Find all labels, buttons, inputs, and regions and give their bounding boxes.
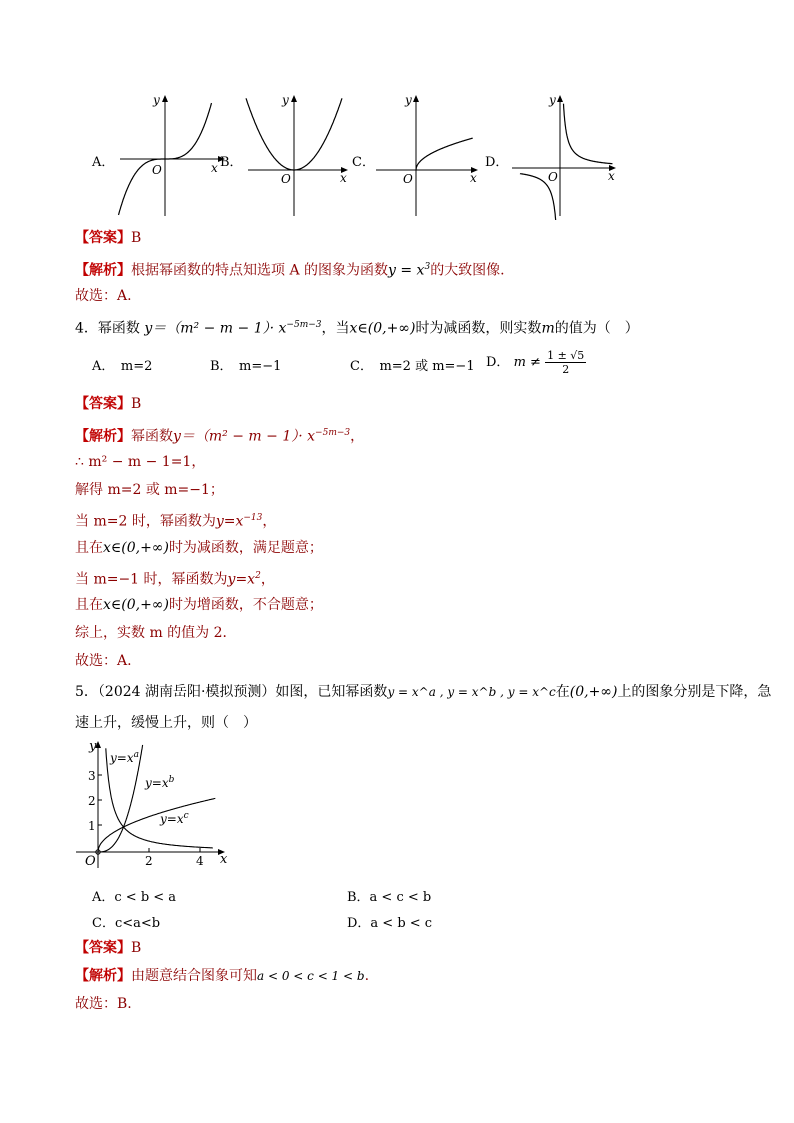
q4-l1-func: y＝（m² − m − 1）· x: [173, 428, 316, 445]
q4-option-d-var: m ≠: [513, 355, 541, 370]
q4-option-c: C． m=2 或 m=−1: [350, 359, 475, 374]
q4-stem-mid: ，当: [321, 320, 350, 337]
q3-analysis-text: 根据幂函数的特点知选项 A 的图象为函数: [131, 262, 389, 279]
q4-option-b: B． m=−1: [210, 359, 282, 374]
q3-graph-d: [508, 92, 623, 220]
q4-l1-pre: 幂函数: [131, 428, 173, 445]
q4-l4-exp: −13: [243, 513, 263, 523]
q5-origin: O: [85, 854, 96, 869]
q3-analysis-func: y = x: [388, 262, 425, 279]
q4-l1-end: ，: [350, 428, 365, 445]
q4-l1-exp: −5m−3: [315, 428, 351, 438]
q5-option-d: D．a < b < c: [347, 916, 433, 931]
q4-stem-num: 4．幂函数: [75, 320, 140, 337]
q4-analysis-tag: 【解析】: [75, 428, 131, 445]
q5-stem-end: 上的图象分别是下降，急: [617, 684, 772, 700]
q3-graph-a: [115, 92, 230, 220]
q5-option-c: C．c<a<b: [92, 916, 161, 931]
q4-answer-tag: 【答案】: [75, 396, 131, 412]
q3-option-a-label: A．: [92, 155, 115, 170]
q4-stem-func: y＝（m² − m − 1）· x: [144, 320, 287, 337]
q3c-origin: O: [403, 172, 413, 186]
q3-option-b-label: B．: [220, 155, 243, 170]
q5-option-b: B．a < c < b: [347, 890, 432, 905]
q3-analysis-end: 的大致图像.: [430, 262, 505, 279]
q3-option-d-label: D．: [485, 155, 509, 170]
q3d-x-label: x: [608, 169, 615, 183]
q3-answer-tag: 【答案】: [75, 230, 131, 246]
q4-analysis-line-3: 解得 m=2 或 m=−1；: [75, 482, 224, 498]
q5-analysis-math: a < 0 < c < 1 < b: [257, 969, 365, 983]
q3-analysis-tag: 【解析】: [75, 262, 131, 279]
q4-analysis-line-5: [75, 539, 323, 557]
q3a-y-label: y: [153, 93, 160, 107]
q5-graph: [72, 736, 237, 874]
q3-analysis-exp: 3: [424, 262, 431, 272]
q3d-origin: O: [548, 170, 558, 184]
q5-option-a: A．c < b < a: [92, 890, 177, 905]
q4-l5-end: 时为减函数，满足题意；: [168, 540, 323, 556]
q4-stem-end: 时为减函数，则实数: [415, 320, 542, 337]
q4-option-d-numerator: 1 ± √5: [547, 349, 585, 362]
q4-option-d-fraction: [545, 349, 586, 376]
q3b-y-label: y: [282, 93, 289, 107]
q4-analysis-line-1: [75, 424, 364, 446]
q3a-origin: O: [152, 163, 162, 177]
q4-l5-cond: x∈(0,+∞): [103, 540, 169, 556]
q3-analysis: [75, 258, 505, 280]
q5-x-label: x: [220, 852, 228, 867]
q3-answer-value: B: [131, 230, 142, 246]
q4-option-d: [486, 349, 586, 376]
q3b-origin: O: [281, 172, 291, 186]
q5-x-tick-4: 4: [196, 854, 204, 868]
q5-y-tick-1: 1: [88, 819, 96, 833]
q4-option-d-label: D．: [486, 355, 510, 370]
q4-l6-exp: 2: [255, 571, 261, 581]
q4-l5-pre: 且在: [75, 540, 103, 556]
q5-curve-a-label: $y=x^a$: [110, 750, 139, 765]
q4-option-a: A． m=2: [92, 359, 153, 374]
q5-stem-mid: 在: [555, 684, 570, 700]
q4-analysis-line-7: [75, 596, 323, 614]
q4-stem: [75, 316, 639, 338]
q3-graph-c: [372, 92, 484, 220]
q5-analysis-tag: 【解析】: [75, 968, 131, 984]
q4-stem-tail: 的值为（ ）: [554, 320, 639, 337]
q4-analysis-line-6: [75, 567, 275, 589]
q3-choose: 故选：A.: [75, 288, 132, 304]
q3c-x-label: x: [470, 171, 477, 185]
q5-analysis: [75, 967, 369, 985]
q5-choose: 故选：B.: [75, 996, 132, 1012]
q5-answer-tag: 【答案】: [75, 940, 131, 956]
q5-analysis-end: .: [364, 968, 370, 984]
q5-stem-line-2: 速上升，缓慢上升，则（ ）: [75, 715, 257, 731]
q5-stem-pre: 5．（2024 湖南岳阳·模拟预测）如图，已知幂函数: [75, 684, 388, 700]
q4-option-d-denominator: 2: [562, 363, 570, 376]
q5-answer-value: B: [131, 940, 142, 956]
q5-y-label: y: [89, 739, 97, 754]
q5-y-tick-2: 2: [88, 794, 96, 808]
q5-stem-interval: (0,+∞): [569, 684, 618, 700]
q4-analysis-line-4: [75, 509, 276, 531]
q5-curve-b-label: $y=x^b$: [145, 775, 175, 790]
q4-analysis-line-2: ∴ m² − m − 1=1，: [75, 454, 206, 470]
q5-curve-c-label: $y=x^c$: [160, 811, 189, 826]
q4-stem-cond: x∈(0,+∞): [349, 320, 416, 337]
q4-l6-func: y=x: [227, 571, 256, 588]
q5-answer: [75, 939, 141, 957]
q5-y-tick-3: 3: [88, 769, 96, 783]
q3d-y-label: y: [549, 93, 556, 107]
q4-l7-end: 时为增函数，不合题意；: [168, 597, 323, 613]
q4-answer-value: B: [131, 396, 142, 412]
q3a-x-label: x: [211, 161, 218, 175]
q4-l6-end: ，: [260, 571, 275, 588]
q3-graph-b: [244, 92, 354, 220]
q3c-y-label: y: [405, 93, 412, 107]
q4-l7-pre: 且在: [75, 597, 103, 613]
q4-l7-cond: x∈(0,+∞): [103, 597, 169, 613]
q4-l4-func: y=x: [215, 513, 244, 530]
q4-stem-exp: −5m−3: [286, 320, 322, 330]
q5-stem-line-1: [75, 683, 771, 701]
q5-stem-funcs: y = x^a , y = x^b , y = x^c: [387, 685, 556, 699]
q4-choose: 故选：A.: [75, 653, 132, 669]
q4-stem-var: m: [541, 320, 555, 337]
q4-l4-end: ，: [262, 513, 277, 530]
q3-option-c-label: C．: [352, 155, 375, 170]
q5-x-tick-2: 2: [145, 854, 153, 868]
q4-l4-pre: 当 m=2 时，幂函数为: [75, 513, 216, 530]
q4-analysis-line-8: 综上，实数 m 的值为 2．: [75, 625, 237, 641]
q4-l6-pre: 当 m=−1 时，幂函数为: [75, 571, 228, 588]
q4-answer: [75, 395, 141, 413]
q3-answer: [75, 229, 141, 247]
q5-analysis-text: 由题意结合图象可知: [131, 968, 257, 984]
q3b-x-label: x: [340, 171, 347, 185]
